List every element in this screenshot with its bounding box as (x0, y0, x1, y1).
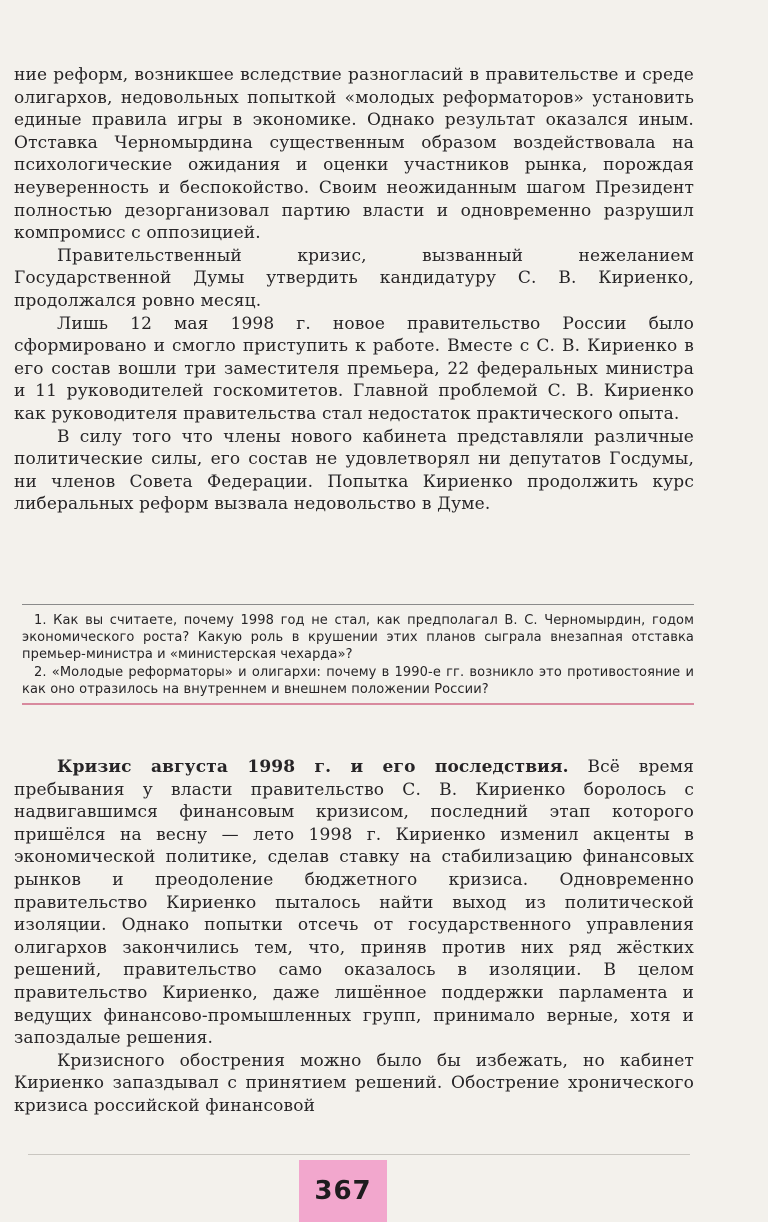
paragraph-government-crisis: Правительственный кризис, вызванный нежеланием Государственной Думы утвердить кандидатуру С. В. Кириенко, продолжался ровно месяц. (14, 245, 694, 311)
section-heading: Кризис августа 1998 г. и его последствия. (57, 757, 569, 777)
paragraph-cabinet-composition: В силу того что члены нового кабинета представляли различные политические силы, его состав не удовлетворял ни депутатов Госдумы, ни членов Совета Федерации. Попытка Кириенко продолжить курс либеральных реформ вызвала недовольство в Думе. (14, 426, 694, 515)
question-2: 2. «Молодые реформаторы» и олигархи: почему в 1990-е гг. возникло это противостояние и как оно отразилось на внутреннем и внешнем положении России? (22, 664, 694, 697)
section-paragraph-2: Кризисного обострения можно было бы избежать, но кабинет Кириенко запаздывал с принятием решений. Обострение хронического кризиса российской финансовой (14, 1050, 694, 1116)
section-paragraph-1-text: Всё время пребывания у власти правительство С. В. Кириенко боролось с надвигавшимся финансовым кризисом, последний этап которого пришёлся на весну — лето 1998 г. Кириенко изменил акценты в экономической политике, сделав ставку на стабилизацию финансовых рынков и преодоление бюджетного кризиса. Одновременно правительство Кириенко пыталось найти выход из политической изоляции. Однако попытки отсечь от государственного управления олигархов закончились тем, что, приняв против них ряд жёстких решений, правительство само оказалось в изоляции. В целом правительство Кириенко, даже лишённое поддержки парламента и ведущих финансово-промышленных групп, принимало верные, хотя и запоздалые решения. (14, 757, 694, 1049)
main-text (14, 64, 694, 516)
footer-divider (28, 1154, 690, 1155)
section-august-crisis (14, 756, 694, 1118)
page-number-tab (299, 1160, 387, 1222)
question-1: 1. Как вы считаете, почему 1998 год не стал, как предполагал В. С. Черномырдин, годом экономического роста? Какую роль в крушении этих планов сыграла внезапная отставка премьер-министра и «министерская чехарда»? (22, 613, 694, 663)
section-paragraph-1 (14, 756, 694, 1050)
questions-box (22, 604, 694, 705)
paragraph-new-government: Лишь 12 мая 1998 г. новое правительство России было сформировано и смогло приступить к работе. Вместе с С. В. Кириенко в его состав вошли три заместителя премьера, 22 федеральных министра и 11 руководителей госкомитетов. Главной проблемой С. В. Кириенко как руководителя правительства стал недостаток практического опыта. (14, 313, 694, 424)
page-number: 367 (314, 1176, 372, 1206)
paragraph-continued: ние реформ, возникшее вследствие разногласий в правительстве и среде олигархов, недовольных попыткой «молодых реформаторов» установить единые правила игры в экономике. Однако результат оказался иным. Отставка Черномырдина существенным образом воздействовала на психологические ожидания и оценки участников рынка, порождая неуверенность и беспокойство. Своим неожиданным шагом Президент полностью дезорганизовал партию власти и одновременно разрушил компромисс с оппозицией. (14, 65, 694, 244)
